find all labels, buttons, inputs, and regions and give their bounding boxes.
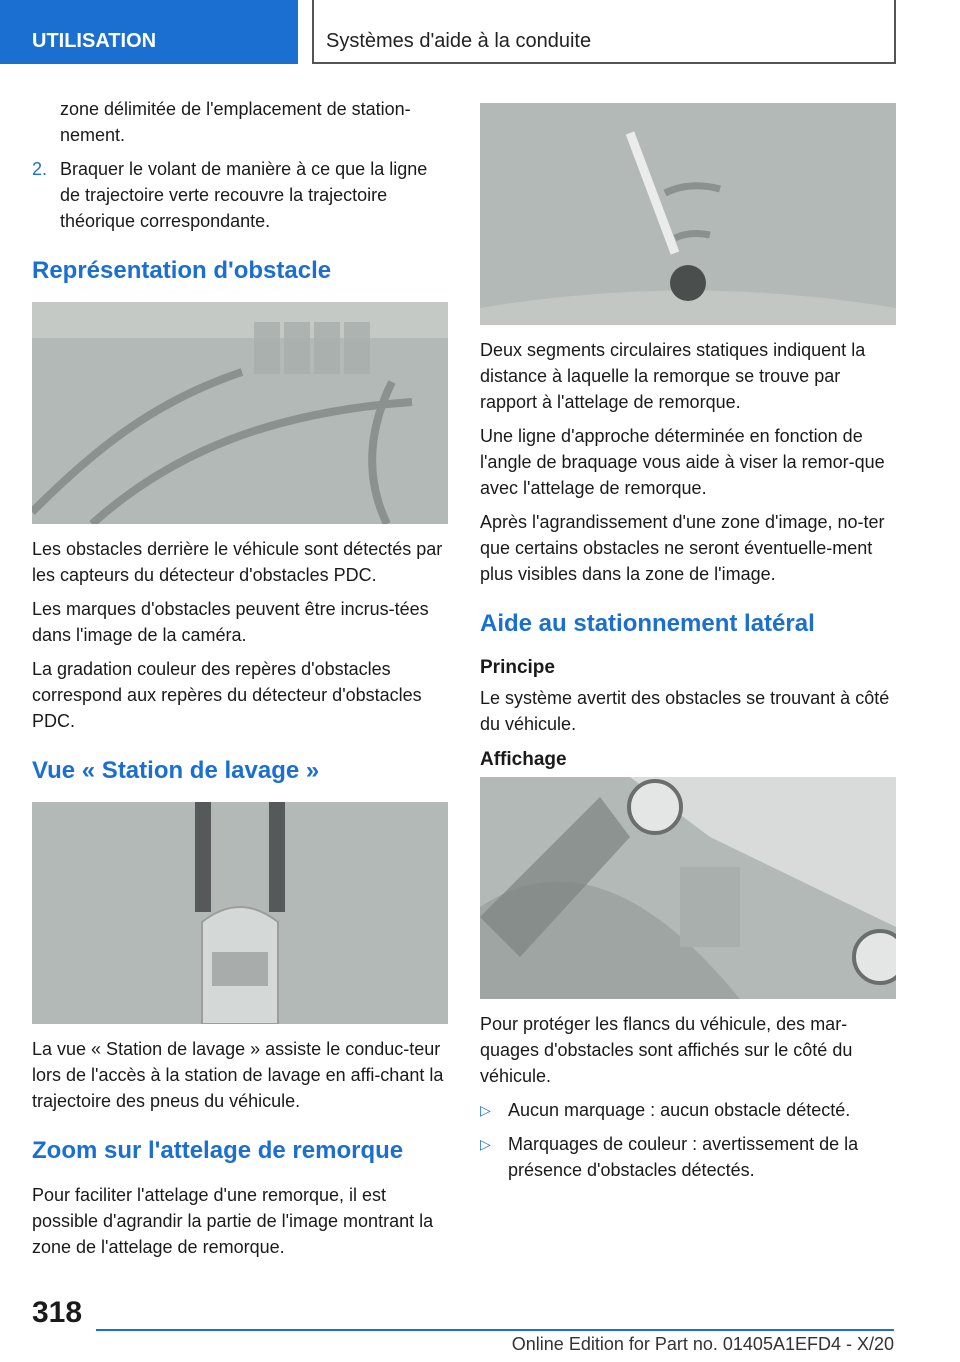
heading-display: Affichage	[480, 749, 567, 770]
paragraph: Les obstacles derrière le véhicule sont détectés par les capteurs du détecteur d'obstacles PDC.	[32, 539, 443, 585]
continued-step-text: zone délimitée de l'emplacement de station-nement.	[60, 99, 411, 145]
paragraph: Après l'agrandissement d'une zone d'image, no-ter que certains obstacles ne seront éventuelle-ment plus visibles dans la zone de l'image.	[480, 512, 885, 584]
paragraph: Pour protéger les flancs du véhicule, des mar-quages d'obstacles sont affichés sur le côté du véhicule.	[480, 1014, 853, 1086]
paragraph: La gradation couleur des repères d'obstacles correspond aux repères du détecteur d'obstacles PDC.	[32, 659, 422, 731]
step-2	[32, 156, 448, 234]
page-number: 318	[32, 1296, 83, 1329]
bullet-item	[480, 1131, 896, 1183]
paragraph: La vue « Station de lavage » assiste le conduc-teur lors de l'accès à la station de lavage en affi-chant la trajectoire des pneus du véhicule.	[32, 1039, 444, 1111]
paragraph: Pour faciliter l'attelage d'une remorque, il est possible d'agrandir la partie de l'image montrant la zone de l'attelage de remorque.	[32, 1185, 434, 1257]
paragraph: Deux segments circulaires statiques indiquent la distance à laquelle la remorque se trouve par rapport à l'attelage de remorque.	[480, 340, 866, 412]
bullet-item	[480, 1097, 896, 1123]
paragraph: Le système avertit des obstacles se trouvant à côté du véhicule.	[480, 688, 890, 734]
step-text: Braquer le volant de manière à ce que la ligne de trajectoire verte recouvre la trajectoire théorique correspondante.	[60, 159, 428, 231]
bullet-text: Aucun marquage : aucun obstacle détecté.	[508, 1100, 851, 1120]
figure-wash-station-view	[32, 802, 448, 1024]
heading-trailer-zoom: Zoom sur l'attelage de remorque	[32, 1137, 404, 1164]
paragraph: Les marques d'obstacles peuvent être incrus-tées dans l'image de la caméra.	[32, 599, 429, 645]
heading-wash-station: Vue « Station de lavage »	[32, 757, 320, 784]
figure-side-parking-view	[480, 777, 896, 999]
left-column	[32, 96, 448, 1268]
paragraph: Une ligne d'approche déterminée en fonction de l'angle de braquage vous aide à viser la remor-que avec l'attelage de remorque.	[480, 426, 885, 498]
triangle-bullet-icon: ▷	[480, 1136, 491, 1152]
section-tab: UTILISATION	[0, 0, 298, 64]
footer-divider	[96, 1329, 894, 1331]
heading-obstacle: Représentation d'obstacle	[32, 257, 332, 284]
chapter-title: Systèmes d'aide à la conduite	[312, 0, 896, 64]
figure-obstacle-markers	[32, 302, 448, 524]
step-number: 2.	[32, 159, 48, 179]
edition-text: Online Edition for Part no. 01405A1EFD4 - X/20	[511, 1334, 894, 1354]
triangle-bullet-icon: ▷	[480, 1102, 491, 1118]
bullet-text: Marquages de couleur : avertissement de la présence d'obstacles détectés.	[508, 1134, 859, 1180]
figure-trailer-hitch-zoom	[480, 103, 896, 325]
heading-side-parking: Aide au stationnement latéral	[480, 610, 815, 637]
heading-principle: Principe	[480, 657, 555, 678]
right-column	[480, 103, 896, 1191]
